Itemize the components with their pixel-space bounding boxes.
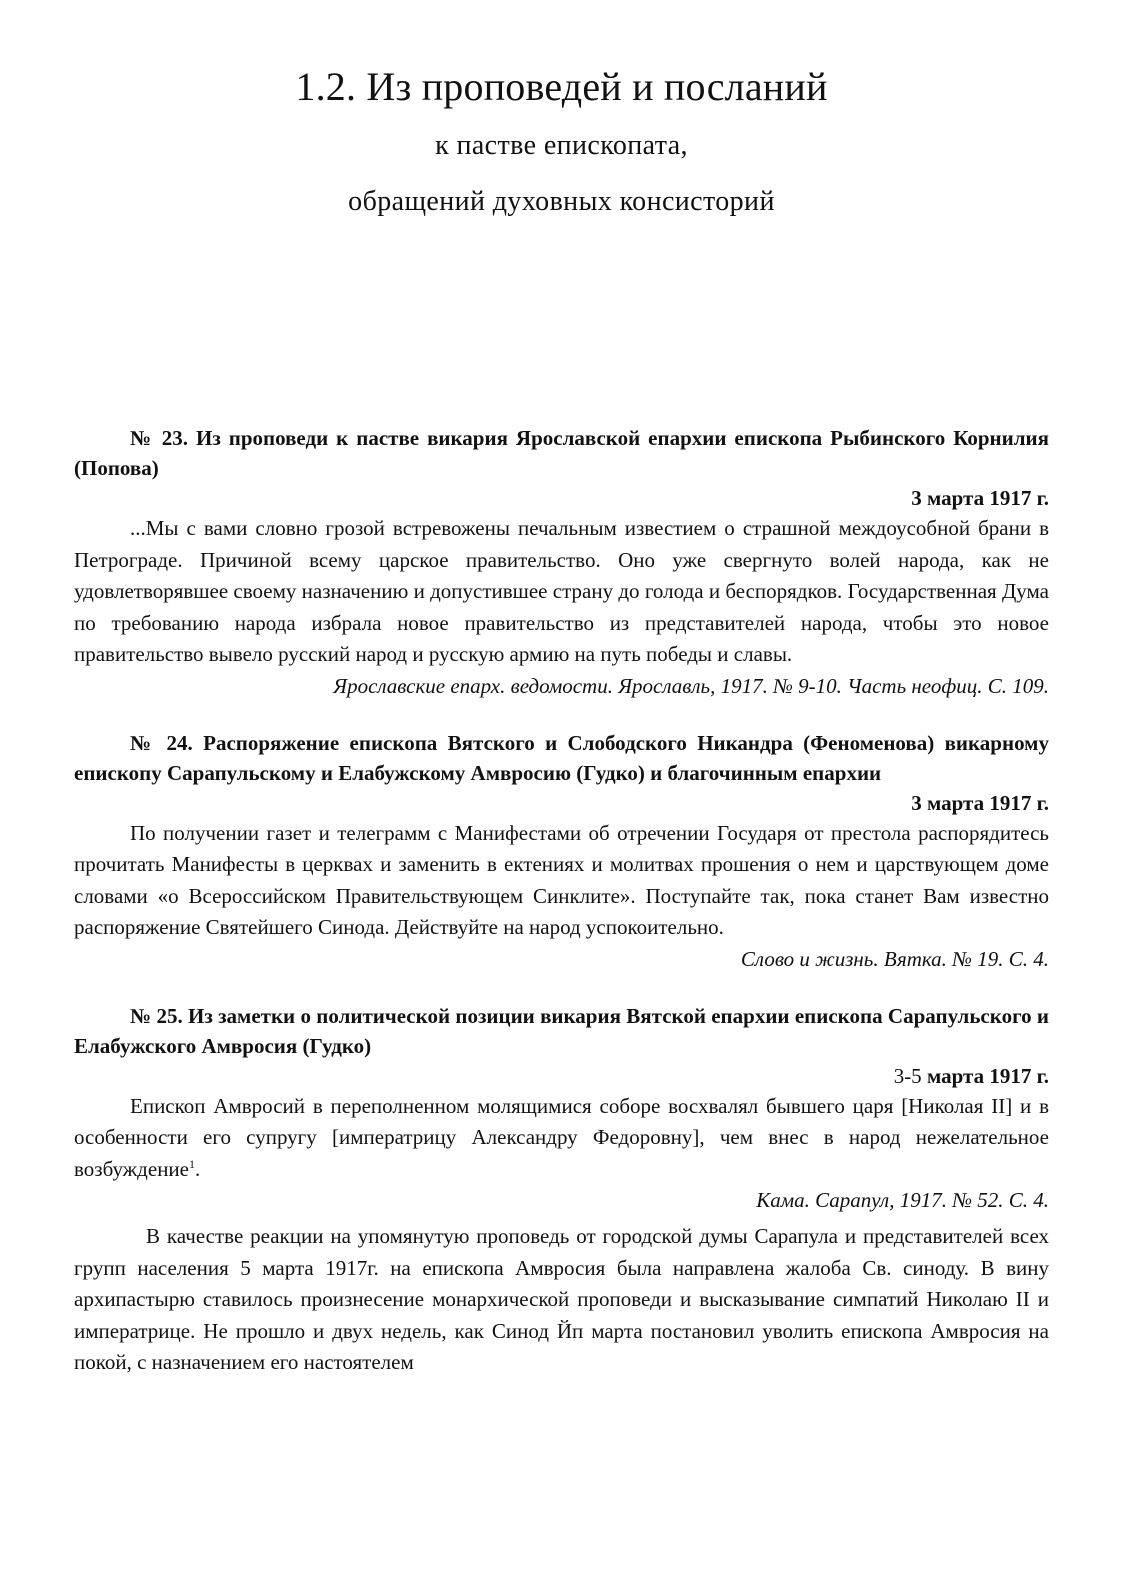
document-date	[74, 1061, 1049, 1091]
document-25	[74, 1001, 1049, 1379]
document-heading: № 24. Распоряжение епископа Вятского и Слободского Никандра (Феноменова) викарному епископу Сарапульскому и Елабужскому Амвросию (Гудко) и благочинным епархии	[74, 730, 1049, 785]
chapter-subtitle-line1: к пастве епископата,	[435, 130, 688, 161]
document-source: Кама. Сарапул, 1917. № 52. С. 4.	[756, 1188, 1049, 1212]
document-24	[74, 728, 1049, 974]
footnote-mark: 1	[189, 1156, 195, 1171]
document-date-prefix: 3-5	[893, 1063, 922, 1088]
chapter-subtitle-line2: обращений духовных консисторий	[348, 186, 775, 217]
document-23	[74, 423, 1049, 701]
document-body-text: Епископ Амвросий в переполненном молящимися соборе восхвалял бывшего царя [Николая II] и в особенности его супругу [императрицу Александру Федоровну], чем внес в народ нежелательное возбуждение	[74, 1093, 1049, 1181]
editorial-commentary: В качестве реакции на упомянутую проповедь от городской думы Сарапула и представителей всех групп населения 5 марта 1917г. на епископа Амвросия была направлена жалоба Св. синоду. В вину архипастырю ставилось произнесение монархической проповеди и высказывание симпатий Николаю II и императрице. Не прошло и двух недель, как Синод Йп марта постановил уволить епископа Амвросия на покой, с назначением его настоятелем	[74, 1224, 1049, 1374]
document-source: Слово и жизнь. Вятка. № 19. С. 4.	[740, 946, 1049, 971]
document-body: По получении газет и телеграмм с Манифестами об отречении Государя от престола распорядитесь прочитать Манифесты в церквах и заменить в ектениях и молитвах прошения о нем и царствующем доме словами «о Всероссийском Правительствующем Синклите». Поступайте так, пока станет Вам известно распоряжение Святейшего Синода. Действуйте на народ успокоительно.	[74, 820, 1049, 939]
chapter-title: 1.2. Из проповедей и посланий	[295, 64, 828, 109]
document-body: ...Мы с вами словно грозой встревожены печальным известием о страшной междоусобной брани в Петрограде. Причиной всему царское правительство. Оно уже свергнуто волей народа, как не удовлетворявшее своему назначению и допустившее страну до голода и беспорядков. Государственная Дума по требованию народа избрала новое правительство из представителей народа, чтобы это новое правительство вывело русский народ и русскую армию на путь победы и славы.	[74, 516, 1049, 666]
document-heading: № 25. Из заметки о политической позиции викария Вятской епархии епископа Сарапульского и Елабужского Амвросия (Гудко)	[74, 1003, 1049, 1058]
document-date: 3 марта 1917 г.	[911, 790, 1049, 815]
document-body-end: .	[195, 1156, 201, 1181]
document-source: Ярославские епарх. ведомости. Ярославль, 1917. № 9-10. Часть неофиц. С. 109.	[333, 673, 1049, 698]
document-heading: № 23. Из проповеди к пастве викария Ярославской епархии епископа Рыбинского Корнилия (Попова)	[74, 426, 1049, 480]
document-body	[74, 1091, 1049, 1186]
document-date: 3 марта 1917 г.	[911, 486, 1049, 510]
document-date-rest: марта 1917 г.	[921, 1063, 1049, 1088]
